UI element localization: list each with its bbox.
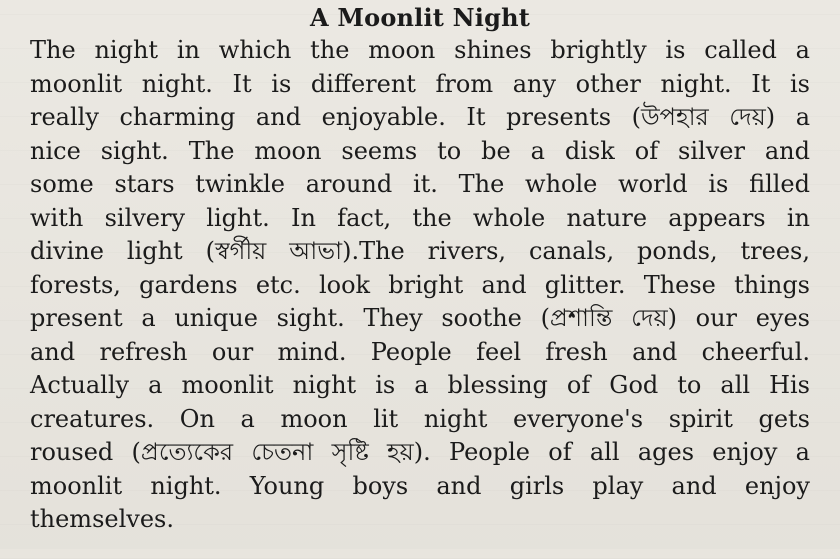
paragraph-line-10: and refresh our mind. People feel fresh and cheerful.	[30, 337, 810, 366]
paragraph-line-7: divine light (স্বর্গীয় আভা).The rivers, canals, ponds, trees,	[30, 237, 810, 265]
paragraph-line-9: present a unique sight. They soothe (প্রশান্তি দেয়) our eyes	[30, 304, 810, 332]
paragraph-line-4: nice sight. The moon seems to be a disk of silver and	[30, 136, 810, 165]
paragraph-line-5: some stars twinkle around it. The whole world is filled	[30, 170, 810, 198]
paragraph-line-11: Actually a moonlit night is a blessing of God to all His	[30, 371, 810, 399]
page-title: A Moonlit Night	[309, 3, 531, 32]
paragraph-line-14: moonlit night. Young boys and girls play and enjoy	[30, 471, 810, 500]
paragraph-line-2: moonlit night. It is different from any other night. It is	[30, 69, 810, 98]
paragraph-line-8: forests, gardens etc. look bright and glitter. These things	[30, 270, 810, 299]
paragraph-line-15: themselves.	[30, 505, 174, 533]
paragraph	[30, 34, 810, 537]
paragraph-line-12: creatures. On a moon lit night everyone's spirit gets	[30, 404, 810, 433]
paragraph-line-1: The night in which the moon shines brightly is called a	[30, 36, 810, 64]
paragraph-line-3: really charming and enjoyable. It presents (উপহার দেয়) a	[30, 103, 810, 131]
paragraph-line-6: with silvery light. In fact, the whole nature appears in	[30, 203, 810, 232]
paragraph-line-13: roused (প্রত্যেকের চেতনা সৃষ্টি হয়). People of all ages enjoy a	[30, 438, 810, 466]
